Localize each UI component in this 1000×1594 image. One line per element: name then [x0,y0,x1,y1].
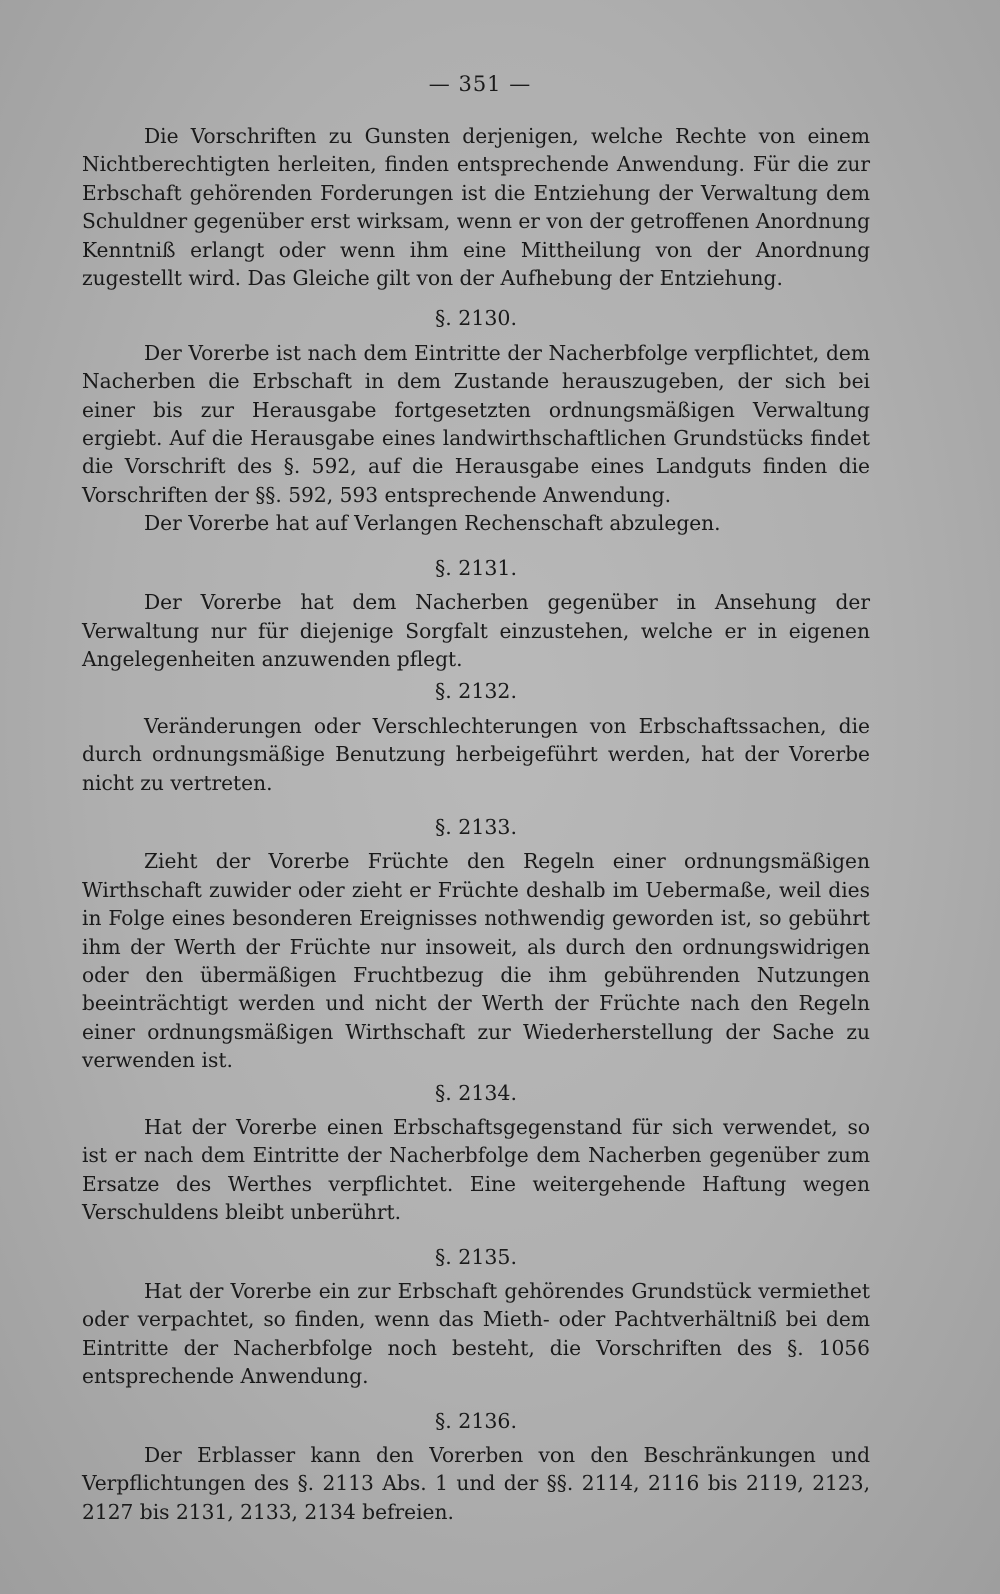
paragraph: Die Vorschriften zu Gunsten derjenigen, welche Rechte von einem Nichtberechtigten herleiten, finden entsprechende Anwendung. Für die zur Erbschaft gehörenden Forderungen ist die Entziehung der Verwaltung dem Schuldner gegenüber erst wirksam, wenn er von der getroffenen Anordnung Kenntniß erlangt oder wenn ihm eine Mittheilung von der Anordnung zugestellt wird. Das Gleiche gilt von der Aufhebung der Entziehung. [82,124,870,291]
paragraph: Der Erblasser kann den Vorerben von den Beschränkungen und Verpflichtungen des §. 2113 Abs. 1 und der §§. 2114, 2116 bis 2119, 2123, 2127 bis 2131, 2133, 2134 befreien. [82,1443,870,1524]
section-heading: §. 2133. [435,814,517,839]
paragraph: Hat der Vorerbe einen Erbschaftsgegenstand für sich verwendet, so ist er nach dem Eintritte der Nacherbfolge dem Nacherben gegenüber zum Ersatze des Werthes verpflichtet. Eine weitergehende Haftung wegen Verschuldens bleibt unberührt. [82,1115,870,1225]
paragraph: Der Vorerbe hat auf Verlangen Rechenschaft abzulegen. [144,511,721,536]
paragraph: Hat der Vorerbe ein zur Erbschaft gehörendes Grundstück vermiethet oder verpachtet, so finden, wenn das Mieth- oder Pachtverhältniß bei dem Eintritte der Nacherbfolge noch besteht, die Vorschriften des §. 1056 entsprechende Anwendung. [82,1279,870,1389]
section-heading: §. 2136. [435,1408,517,1433]
paragraph: Zieht der Vorerbe Früchte den Regeln einer ordnungsmäßigen Wirthschaft zuwider oder zieht er Früchte deshalb im Uebermaße, weil dies in Folge eines besonderen Ereignisses nothwendig geworden ist, so gebührt ihm der Werth der Früchte nur insoweit, als durch den ordnungswidrigen oder den übermäßigen Fruchtbezug die ihm gebührenden Nutzungen beeinträchtigt werden und nicht der Werth der Früchte nach den Regeln einer ordnungsmäßigen Wirthschaft zur Wiederherstellung der Sache zu verwenden ist. [82,849,870,1073]
section-heading: §. 2132. [435,679,517,704]
section-heading: §. 2130. [435,306,517,331]
section-heading: §. 2135. [435,1244,517,1269]
page-content [82,122,870,1526]
section-heading: §. 2131. [435,555,517,580]
section-heading: §. 2134. [435,1080,517,1105]
paragraph: Veränderungen oder Verschlechterungen von Erbschaftssachen, die durch ordnungsmäßige Benutzung herbeigeführt werden, hat der Vorerbe nicht zu vertreten. [82,713,870,795]
paragraph: Der Vorerbe ist nach dem Eintritte der Nacherbfolge verpflichtet, dem Nacherben die Erbschaft in dem Zustande herauszugeben, der sich bei einer bis zur Herausgabe fortgesetzten ordnungsmäßigen Verwaltung ergiebt. Auf die Herausgabe eines landwirthschaftlichen Grundstücks findet die Vorschrift des §. 592, auf die Herausgabe eines Landguts finden die Vorschriften der §§. 592, 593 entsprechende Anwendung. [82,340,870,507]
page-number: — 351 — [428,72,532,96]
paragraph: Der Vorerbe hat dem Nacherben gegenüber in Ansehung der Verwaltung nur für diejenige Sorgfalt einzustehen, welche er in eigenen Angelegenheiten anzuwenden pflegt. [82,590,870,671]
